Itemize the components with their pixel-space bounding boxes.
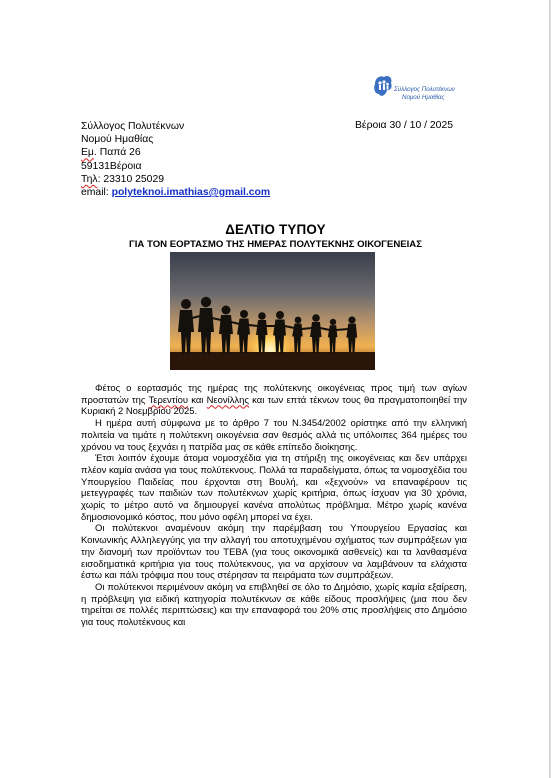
association-logo [372,72,467,112]
paragraph-5: Οι πολύτεκνοι περιμένουν ακόμη να επιβληθεί σε όλο το Δημόσιο, χωρίς καμία εξαίρεση, η πρόβλεψη για ειδική κατηγορία πολυτέκνων σε κάθε είδους προσλήψεις (μια που δεν τηρείται σε πολλές περιπτώσεις) και την επαναφορά του 20% στις προσλήψεις στο Δημόσιο για τους πολυτέκνους και [81,581,467,629]
p1-part-c: και των επτά τέκνων τους θα πραγματοποιηθεί την Κυριακή 2 Νοεμβρίου 2025. [81,394,467,418]
sender-org: Σύλλογος Πολυτέκνων [81,121,185,132]
logo-text [394,86,455,102]
sender-phone [81,173,270,186]
paragraph-3: Έτσι λοιπόν έχουμε άτομα νομοσχέδια για τη στήριξη της οικογένειας και δεν υπάρχει πλέον καμία ανάσα για τους πολύτεκνους. Πολλά τα παραδείγματα, όπως τα νομοσχέδια του Υπουργείου Παιδείας που έρχονται στη Βουλή, και «ξεχνούν» να επαναφέρουν τις μετεγγραφές των παιδιών των πολυτέκνων χωρίς κριτήρια, όπως ίσχυαν για 30 χρόνια, χωρίς το μέτρο αυτό να δημιουργεί κανένα απολύτως πρόβλημα. Μέτρο χωρίς κανένα δημοσιονομικό κόστος, που μόνο οφέλη μπορεί να έχει. [81,453,467,523]
document-title: ΔΕΛΤΙΟ ΤΥΠΟΥ [225,222,326,237]
street-abbr: Εμ [81,147,94,159]
p1-name-2: Νεονίλλης [206,394,249,406]
p1-part-b: και [187,394,207,406]
logo-line-1: Σύλλογος Πολυτέκνων [394,86,456,93]
email-label: email: [81,187,112,199]
sender-postal: 59131Βέροια [81,160,142,172]
email-link[interactable]: polyteknoi.imathias@gmail.com [111,187,271,199]
sender-email [81,186,270,199]
paragraph-4: Οι πολύτεκνοι αναμένουν ακόμη την παρέμβαση του Υπουργείου Εργασίας και Κοινωνικής Αλληλεγγύης για την αλλαγή του αποτυχημένου σχήματος των συμπράξεων για την διανομή των προϊόντων του ΤΕΒΑ (για τους οικονομικά ασθενείς) και τα λανθασμένα εισοδηματικά κριτήρια για τους πολύτεκνους, για να αρχίσουν να λαμβάνουν τα ελάχιστα έστω και πάλι τρόφιμα που τους στέρησαν τα πειράματα των συμπράξεων. [81,523,467,582]
logo-line-2: Νομού Ημαθίας [402,94,445,101]
paragraph-1 [81,383,467,418]
phone-abbr: Τηλ [81,173,98,185]
family-map-logo-icon [372,74,394,100]
press-release-body [81,383,467,629]
p1-name-1: Τερεντίου [148,394,188,406]
street-rest: . Παπά 26 [93,147,141,159]
phone-rest: : 23310 25029 [97,173,165,185]
p1-part-a: Φέτος ο εορτασμός της ημέρας της πολύτεκνης οικογένειας προς τιμή των αγίων προστατών της [81,383,467,406]
document-date: Βέροια 30 / 10 / 2025 [355,120,454,131]
document-subtitle: ΓΙΑ ΤΟΝ ΕΟΡΤΑΣΜΟ ΤΗΣ ΗΜΕΡΑΣ ΠΟΛΥΤΕΚΝΗΣ ΟΙΚΟΓΕΝΕΙΑΣ [129,239,422,250]
sunset-family-photo [170,252,375,370]
paragraph-2: Η ημέρα αυτή σύμφωνα με το άρθρο 7 του Ν.3454/2002 ορίστηκε από την ελληνική πολιτεία να τιμάτε η πολύτεκνη οικογένεια σαν θεσμός αλλά τις υπόλοιπες 364 ημέρες του χρόνου να τους ξεχνάει η πατρίδα μας σε κάθε επίπεδο διοίκησης. [81,418,467,453]
sender-street [81,146,270,159]
sender-address-block [81,120,270,199]
sender-region: Νομού Ημαθίας [81,134,154,146]
